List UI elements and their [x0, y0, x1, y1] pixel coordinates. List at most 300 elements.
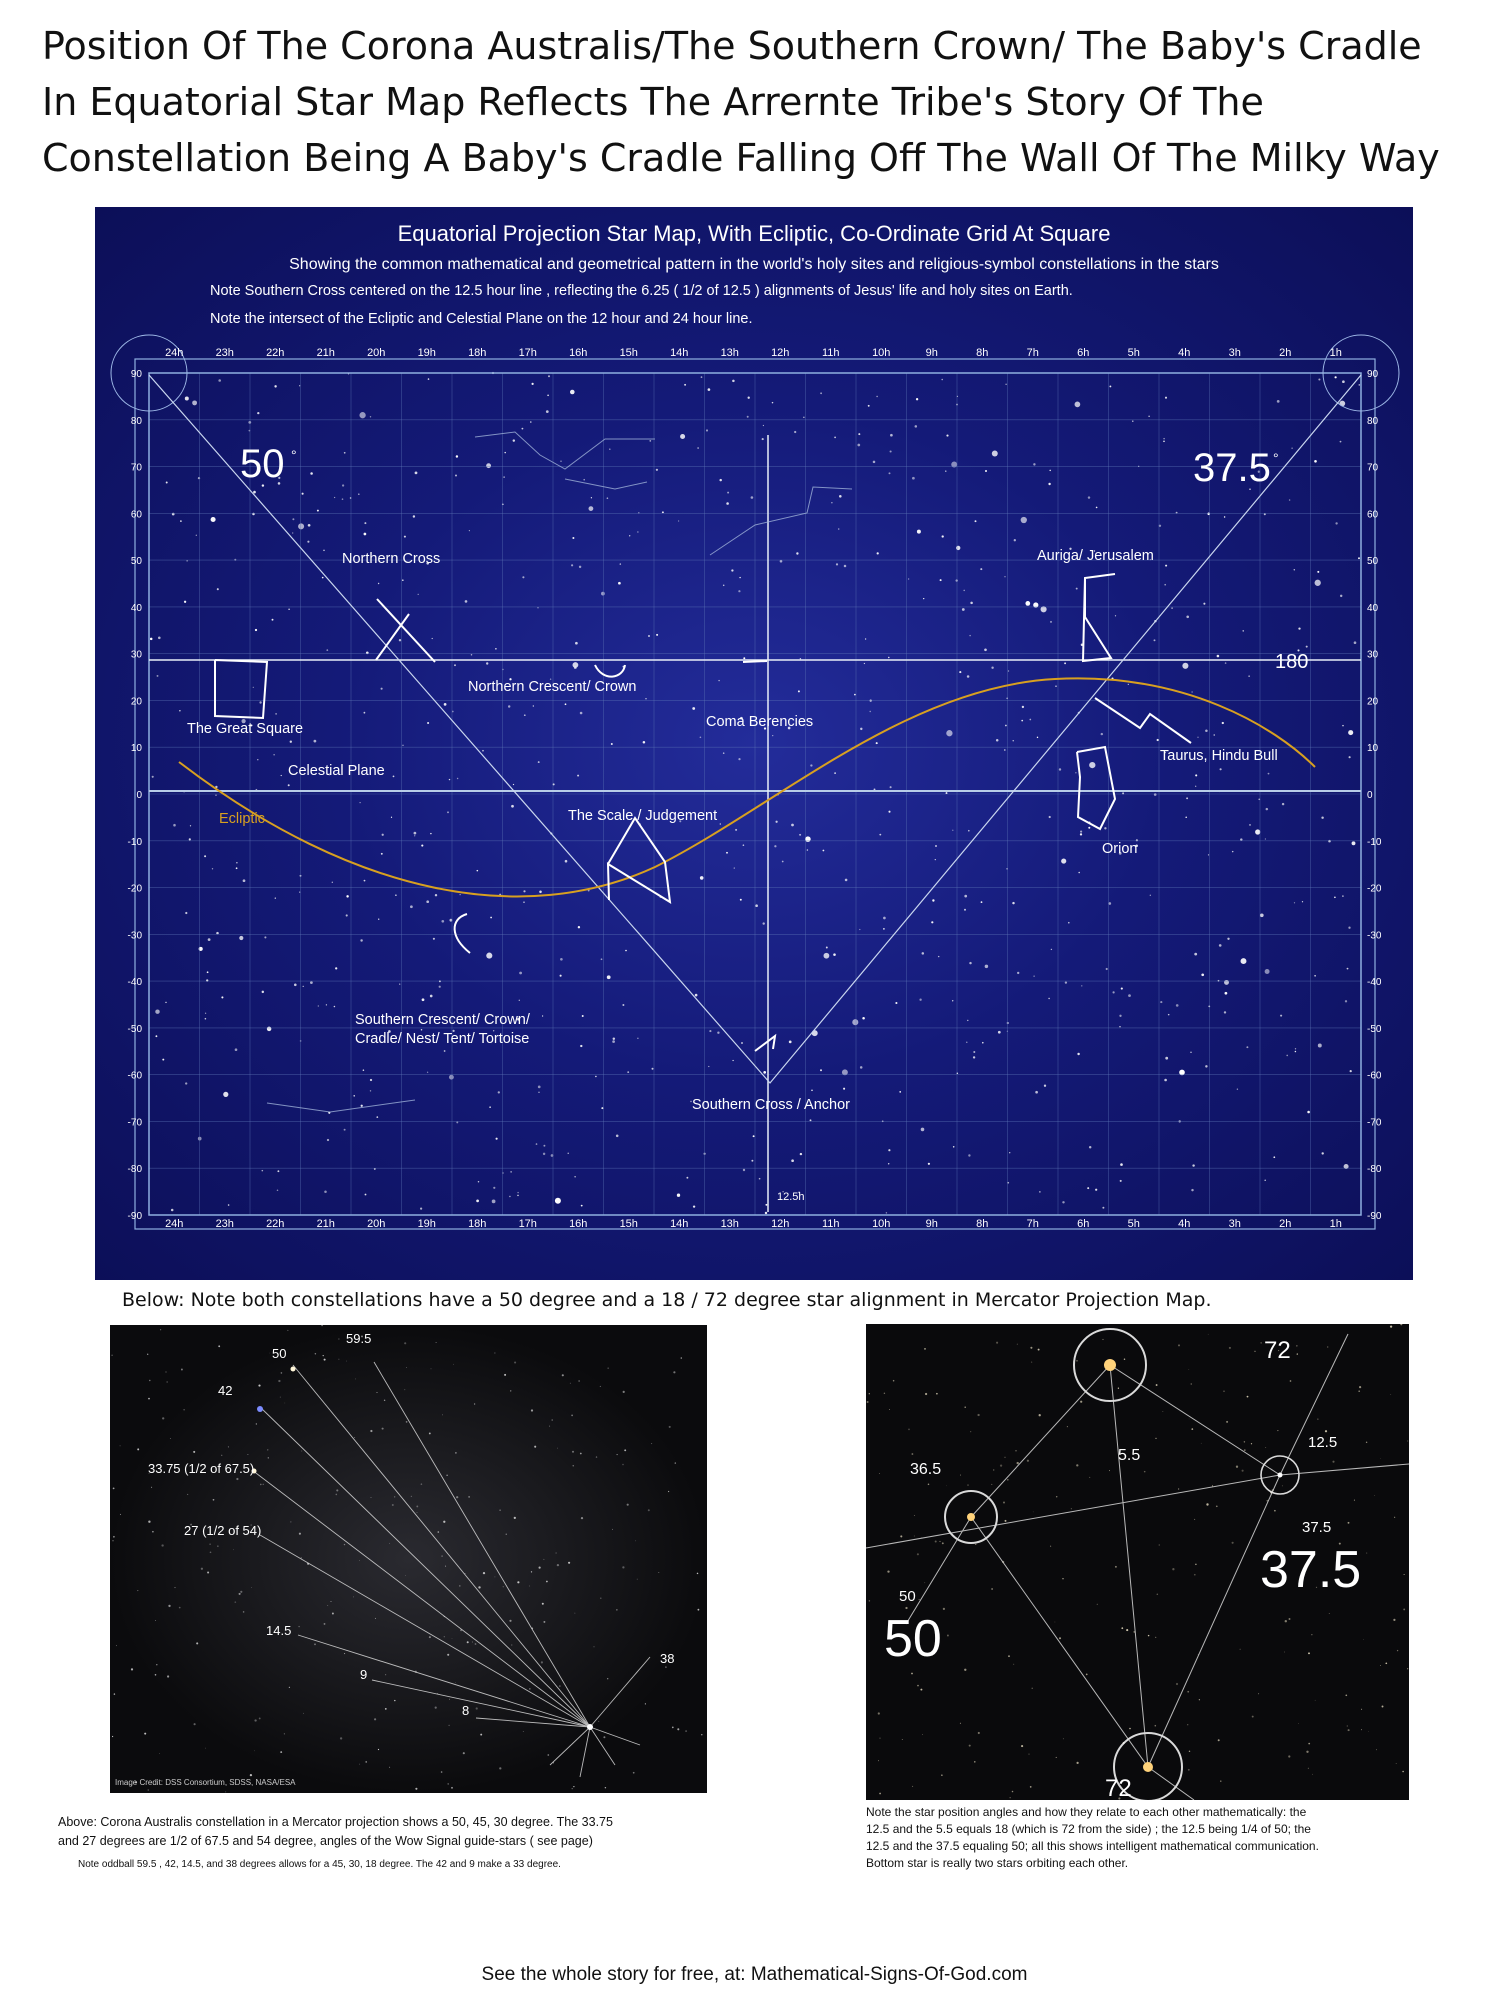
star	[175, 1587, 176, 1588]
star	[267, 1449, 268, 1450]
hour-label-top: 16h	[569, 347, 588, 359]
star	[256, 1423, 257, 1424]
label-auriga: Auriga/ Jerusalem	[1037, 548, 1154, 564]
star	[1274, 1510, 1276, 1512]
star	[607, 1678, 608, 1679]
star	[593, 1646, 594, 1647]
hour-label-bottom: 2h	[1279, 1218, 1292, 1230]
star	[259, 1717, 261, 1719]
label-orion: Orion	[1102, 841, 1138, 857]
star	[1191, 1383, 1192, 1384]
star	[879, 1793, 881, 1795]
star	[336, 1494, 338, 1496]
star	[1027, 1460, 1029, 1462]
star	[336, 1489, 338, 1491]
star	[250, 1774, 252, 1776]
star	[1067, 1426, 1068, 1427]
star	[1403, 1608, 1405, 1610]
star	[941, 1775, 942, 1776]
star	[1240, 1649, 1241, 1650]
right-caption-line-1: Note the star position angles and how they relate to each other mathematically: the	[866, 1805, 1307, 1819]
label-72-top: 72	[1264, 1337, 1291, 1364]
star	[1191, 1428, 1193, 1430]
star	[167, 1382, 168, 1383]
star	[280, 1751, 282, 1753]
star	[268, 1457, 269, 1458]
star	[534, 1446, 536, 1448]
star	[435, 1707, 437, 1709]
star	[543, 1559, 544, 1560]
star	[338, 1339, 339, 1340]
star	[120, 1445, 121, 1446]
star	[1030, 1786, 1032, 1788]
star	[327, 1605, 328, 1606]
hour-label-top: 17h	[518, 347, 537, 359]
hour-label-top: 22h	[266, 347, 285, 359]
star	[1358, 1390, 1360, 1392]
hour-label-top: 5h	[1127, 347, 1140, 359]
star	[474, 1403, 475, 1404]
star	[406, 1367, 407, 1368]
star	[1004, 1457, 1005, 1458]
star	[455, 1682, 456, 1683]
star	[539, 1567, 541, 1569]
star	[181, 1369, 183, 1371]
star	[1039, 1414, 1041, 1416]
star	[415, 1788, 417, 1790]
star	[665, 1666, 667, 1668]
hour-label-bottom: 10h	[872, 1218, 891, 1230]
star	[1407, 1668, 1408, 1669]
label-37-5-large: 37.5	[1260, 1541, 1362, 1599]
star	[1201, 1443, 1202, 1444]
star	[467, 1641, 469, 1643]
star	[673, 1371, 675, 1373]
star	[441, 1771, 443, 1773]
star	[1347, 1725, 1348, 1726]
star	[557, 1564, 559, 1566]
star	[375, 1618, 376, 1619]
star	[385, 1674, 386, 1675]
star	[385, 1708, 387, 1710]
star	[156, 1664, 157, 1665]
label-9: 9	[360, 1667, 368, 1682]
star	[1033, 1512, 1034, 1513]
star	[459, 1585, 461, 1587]
star	[622, 1464, 624, 1466]
degree-label-right: 60	[1367, 509, 1379, 521]
star	[1345, 1694, 1347, 1696]
degree-label-left: 90	[130, 369, 142, 380]
star	[168, 1605, 170, 1607]
star	[969, 1745, 971, 1747]
star	[1308, 1652, 1310, 1654]
hour-label-top: 19h	[417, 347, 436, 359]
star	[551, 1419, 553, 1421]
star	[596, 1456, 597, 1457]
corona-australis-photo	[110, 1325, 707, 1793]
star	[1126, 1629, 1128, 1631]
star	[298, 1626, 299, 1627]
star	[919, 1599, 920, 1600]
star	[993, 1469, 994, 1470]
star	[451, 1787, 453, 1789]
hour-label-bottom: 23h	[215, 1218, 234, 1230]
star	[411, 1496, 412, 1497]
angle-label-37-5: 37.5	[1193, 446, 1271, 490]
star	[878, 1760, 879, 1761]
star	[1189, 1419, 1190, 1420]
star	[1013, 1664, 1014, 1665]
star	[280, 1397, 281, 1398]
hour-label-top: 20h	[367, 347, 386, 359]
star	[1396, 1763, 1397, 1764]
star	[509, 1620, 511, 1622]
degree-label-left: 10	[130, 743, 142, 755]
star	[504, 1374, 506, 1376]
star	[900, 1535, 902, 1537]
degree-label-right: 70	[1367, 462, 1379, 474]
hour-label-top: 14h	[670, 347, 689, 359]
hour-label-top: 6h	[1077, 347, 1090, 359]
star	[344, 1653, 345, 1654]
star	[1229, 1347, 1231, 1349]
star	[417, 1512, 418, 1513]
star	[112, 1540, 113, 1541]
star	[290, 1521, 291, 1522]
hour-label-bottom: 22h	[266, 1218, 285, 1230]
star	[529, 1586, 530, 1587]
star	[1056, 1496, 1057, 1497]
star	[1155, 1438, 1156, 1439]
star	[964, 1406, 965, 1407]
star	[443, 1521, 445, 1523]
star	[1308, 1768, 1309, 1769]
star	[1055, 1622, 1056, 1623]
star	[1121, 1627, 1123, 1629]
star	[531, 1571, 532, 1572]
star	[144, 1733, 146, 1735]
hour-label-top: 9h	[925, 347, 938, 359]
label-59-5: 59.5	[346, 1331, 372, 1346]
star	[869, 1393, 870, 1394]
label-50-large: 50	[884, 1610, 942, 1668]
star	[991, 1588, 993, 1590]
star	[1308, 1743, 1310, 1745]
hour-label-top: 3h	[1228, 347, 1241, 359]
degree-label-left: -50	[127, 1023, 142, 1035]
star	[472, 1641, 473, 1642]
star	[1159, 1544, 1160, 1545]
star	[404, 1342, 406, 1344]
star	[1118, 1388, 1119, 1389]
star	[1290, 1380, 1292, 1382]
star	[1218, 1739, 1220, 1741]
star	[573, 1786, 574, 1787]
degree-label-left: -70	[127, 1117, 142, 1129]
star	[284, 1403, 285, 1404]
star	[672, 1727, 674, 1729]
star	[389, 1767, 390, 1768]
star	[151, 1487, 152, 1488]
star	[675, 1462, 676, 1463]
star	[571, 1415, 573, 1417]
star	[911, 1453, 913, 1455]
hour-label-bottom: 21h	[316, 1218, 335, 1230]
hour-label-bottom: 18h	[468, 1218, 487, 1230]
star	[1363, 1639, 1364, 1640]
star	[1005, 1520, 1007, 1522]
label-southern-cross: Southern Cross / Anchor	[692, 1097, 850, 1113]
label-27: 27 (1/2 of 54)	[184, 1523, 262, 1538]
label-180: 180	[1275, 651, 1309, 673]
hour-label-bottom: 8h	[976, 1218, 989, 1230]
star	[1325, 1430, 1327, 1432]
left-caption	[58, 1813, 613, 1874]
left-caption-line-2: and 27 degrees are 1/2 of 67.5 and 54 degree, angles of the Wow Signal guide-stars ( see page)	[58, 1834, 593, 1848]
star-map-title: Equatorial Projection Star Map, With Ecliptic, Co-Ordinate Grid At Square	[397, 221, 1111, 246]
star	[480, 1734, 482, 1736]
star	[1368, 1731, 1369, 1732]
star	[436, 1342, 437, 1343]
star	[240, 1591, 242, 1593]
star	[159, 1753, 160, 1754]
star	[697, 1573, 699, 1575]
star	[1390, 1325, 1392, 1327]
star	[1178, 1488, 1179, 1489]
star	[445, 1566, 446, 1567]
label-5-5: 5.5	[1118, 1447, 1141, 1464]
star	[225, 1791, 226, 1792]
hour-label-top: 11h	[821, 347, 840, 359]
star	[605, 1787, 606, 1788]
star	[155, 1674, 157, 1676]
star	[447, 1654, 449, 1656]
star	[1030, 1347, 1032, 1349]
star	[233, 1549, 234, 1550]
label-northern-cross: Northern Cross	[342, 551, 441, 567]
star	[284, 1733, 285, 1734]
hour-label-bottom: 6h	[1077, 1218, 1090, 1230]
image-credit: Image Credit: DSS Consortium, SDSS, NASA/ESA	[115, 1778, 296, 1787]
star	[1390, 1394, 1391, 1395]
star	[269, 1353, 270, 1354]
hour-label-top: 12h	[771, 347, 790, 359]
star	[1252, 1716, 1254, 1718]
star	[447, 1783, 449, 1785]
star	[1312, 1774, 1313, 1775]
star	[494, 1353, 495, 1354]
star	[1394, 1517, 1395, 1518]
label-50-small: 50	[899, 1588, 916, 1605]
degree-label-left: 40	[130, 602, 142, 614]
star	[111, 1355, 113, 1357]
star	[161, 1544, 163, 1546]
star-42	[257, 1406, 263, 1412]
degree-label-left: -30	[127, 930, 142, 942]
star	[254, 1750, 255, 1751]
star	[377, 1392, 378, 1393]
star	[1115, 1566, 1117, 1568]
hour-label-top: 18h	[468, 347, 487, 359]
southern-cross-photo	[866, 1324, 1409, 1800]
star	[239, 1593, 241, 1595]
star	[991, 1484, 992, 1485]
star	[911, 1673, 913, 1675]
star	[162, 1417, 164, 1419]
star	[867, 1401, 869, 1403]
corona-australis-graphic	[110, 1325, 707, 1793]
star	[1097, 1604, 1098, 1605]
star	[1199, 1699, 1200, 1700]
label-ecliptic: Ecliptic	[219, 811, 265, 827]
hour-label-top: 8h	[976, 347, 989, 359]
star	[893, 1380, 895, 1382]
star	[254, 1719, 256, 1721]
star	[1007, 1479, 1009, 1481]
hour-label-top: 23h	[215, 347, 234, 359]
star	[1376, 1749, 1377, 1750]
star	[1187, 1724, 1188, 1725]
label-celestial-plane: Celestial Plane	[288, 763, 385, 779]
star	[429, 1432, 431, 1434]
star	[669, 1426, 671, 1428]
star	[201, 1568, 203, 1570]
star	[555, 1552, 556, 1553]
star	[1244, 1441, 1245, 1442]
star	[453, 1364, 454, 1365]
star	[1258, 1693, 1259, 1694]
hour-label-top: 4h	[1178, 347, 1191, 359]
star	[637, 1579, 638, 1580]
star	[299, 1533, 301, 1535]
hour-label-bottom: 15h	[619, 1218, 638, 1230]
star	[258, 1385, 260, 1387]
star	[281, 1372, 283, 1374]
star	[547, 1754, 549, 1756]
star	[1407, 1441, 1408, 1442]
hour-label-top: 21h	[316, 347, 335, 359]
star	[147, 1354, 148, 1355]
star	[869, 1600, 870, 1601]
star	[580, 1453, 582, 1455]
star	[600, 1386, 601, 1387]
star	[559, 1686, 560, 1687]
title-line-1: Position Of The Corona Australis/The Southern Crown/ The Baby's Cradle	[42, 24, 1422, 68]
star	[1194, 1574, 1196, 1576]
star	[301, 1451, 302, 1452]
star	[1306, 1751, 1308, 1753]
star	[925, 1393, 927, 1395]
star	[1315, 1700, 1316, 1701]
star	[1008, 1655, 1010, 1657]
star	[1155, 1725, 1157, 1727]
right-caption-line-3: 12.5 and the 37.5 equaling 50; all this shows intelligent mathematical communication.	[866, 1839, 1319, 1853]
star	[303, 1713, 304, 1714]
label-12-5: 12.5	[1308, 1434, 1338, 1451]
star	[170, 1438, 171, 1439]
hour-label-bottom: 17h	[518, 1218, 537, 1230]
star	[331, 1601, 332, 1602]
star	[1329, 1613, 1330, 1614]
star	[1311, 1634, 1312, 1635]
hour-label-bottom: 20h	[367, 1218, 386, 1230]
star	[1080, 1401, 1082, 1403]
star	[1208, 1334, 1209, 1335]
star	[1247, 1396, 1249, 1398]
star	[1086, 1674, 1088, 1676]
star	[1382, 1706, 1384, 1708]
star	[431, 1368, 432, 1369]
star	[1144, 1471, 1146, 1473]
star	[996, 1342, 998, 1344]
right-caption	[866, 1804, 1319, 1872]
star-right	[1278, 1473, 1283, 1478]
star	[217, 1545, 218, 1546]
star	[575, 1613, 576, 1614]
degree-label-left: 30	[130, 649, 142, 661]
star	[137, 1590, 138, 1591]
right-caption-line-2: 12.5 and the 5.5 equals 18 (which is 72 from the side) ; the 12.5 being 1/4 of 50; the	[866, 1822, 1311, 1836]
star	[463, 1752, 465, 1754]
degree-label-left: -10	[127, 836, 142, 848]
star	[416, 1505, 418, 1507]
star	[323, 1355, 324, 1356]
star	[394, 1496, 395, 1497]
degree-symbol-37-5: °	[1273, 450, 1279, 466]
star	[510, 1390, 511, 1391]
star	[557, 1448, 558, 1449]
left-caption-line-1: Above: Corona Australis constellation in a Mercator projection shows a 50, 45, 30 degree. The 33.75	[58, 1815, 613, 1829]
star	[1297, 1353, 1298, 1354]
star	[421, 1483, 423, 1485]
star	[917, 1553, 919, 1555]
star	[920, 1689, 922, 1691]
star	[167, 1675, 169, 1677]
star	[344, 1544, 345, 1545]
star	[1188, 1369, 1189, 1370]
star	[568, 1562, 570, 1564]
degree-label-left: -40	[127, 977, 142, 989]
hour-label-bottom: 19h	[417, 1218, 436, 1230]
star	[924, 1348, 926, 1350]
star	[1000, 1464, 1002, 1466]
star	[437, 1531, 439, 1533]
star	[137, 1448, 139, 1450]
star	[1366, 1442, 1367, 1443]
star	[193, 1451, 195, 1453]
star	[1277, 1430, 1278, 1431]
star	[179, 1607, 181, 1609]
footer-link-text[interactable]: See the whole story for free, at: Mathematical-Signs-Of-God.com	[481, 1964, 1028, 1985]
star	[187, 1494, 188, 1495]
star	[627, 1504, 629, 1506]
star	[562, 1374, 564, 1376]
star	[964, 1669, 966, 1671]
star	[879, 1738, 880, 1739]
star	[289, 1687, 290, 1688]
hour-label-bottom: 16h	[569, 1218, 588, 1230]
star	[928, 1484, 930, 1486]
star	[549, 1426, 550, 1427]
star	[1348, 1729, 1350, 1731]
star	[529, 1688, 531, 1690]
hour-label-bottom: 13h	[720, 1218, 739, 1230]
label-38: 38	[660, 1651, 675, 1666]
star	[1397, 1650, 1398, 1651]
star	[243, 1611, 245, 1613]
star	[1354, 1500, 1355, 1501]
